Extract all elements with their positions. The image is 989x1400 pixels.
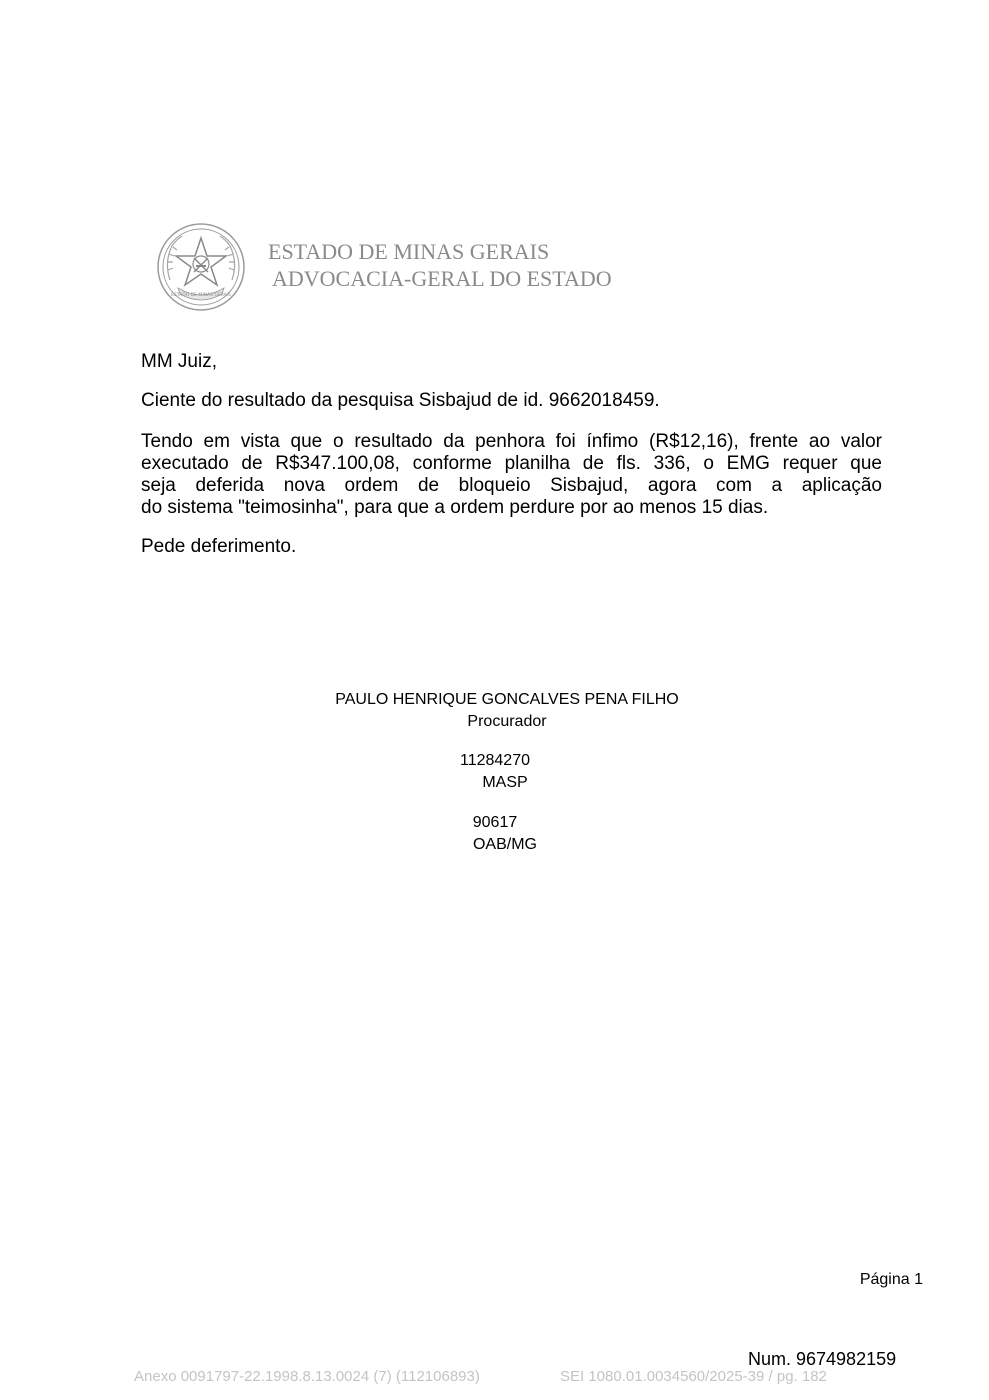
svg-text:ESTADO DE MINAS GERAIS: ESTADO DE MINAS GERAIS bbox=[171, 293, 231, 298]
closing: Pede deferimento. bbox=[141, 536, 297, 557]
paragraph-request-line: Tendo em vista que o resultado da penhora foi ínfimo (R$12,16), frente ao valor bbox=[141, 431, 882, 452]
state-seal-logo bbox=[156, 222, 246, 312]
oab-number: 90617 bbox=[472, 814, 518, 831]
paragraph-request-line: seja deferida nova ordem de bloqueio Sisbajud, agora com a aplicação bbox=[141, 475, 882, 496]
letterhead-state: ESTADO DE MINAS GERAIS bbox=[268, 239, 550, 264]
paragraph-request-line: executado de R$347.100,08, conforme planilha de fls. 336, o EMG requer que bbox=[141, 453, 882, 474]
masp-label: MASP bbox=[482, 774, 528, 791]
letterhead bbox=[268, 238, 612, 292]
paragraph-request-line: do sistema "teimosinha", para que a ordem perdure por ao menos 15 dias. bbox=[141, 497, 769, 518]
footer bbox=[134, 1368, 827, 1385]
footer-sei: SEI 1080.01.0034560/2025-39 / pg. 182 bbox=[560, 1368, 827, 1385]
document-number: Num. 9674982159 bbox=[748, 1349, 897, 1369]
footer-anexo: Anexo 0091797-22.1998.8.13.0024 (7) (112106893) bbox=[134, 1368, 480, 1385]
paragraph-ciente: Ciente do resultado da pesquisa Sisbajud de id. 9662018459. bbox=[141, 390, 660, 411]
letterhead-agency: ADVOCACIA-GERAL DO ESTADO bbox=[272, 266, 612, 291]
masp-number: 11284270 bbox=[460, 752, 530, 769]
page-number: Página 1 bbox=[859, 1271, 923, 1288]
signer-role: Procurador bbox=[467, 713, 547, 730]
signer-name: PAULO HENRIQUE GONCALVES PENA FILHO bbox=[335, 691, 679, 708]
salutation: MM Juiz, bbox=[141, 351, 217, 372]
paragraph-request bbox=[141, 431, 882, 519]
oab-label: OAB/MG bbox=[472, 836, 537, 853]
